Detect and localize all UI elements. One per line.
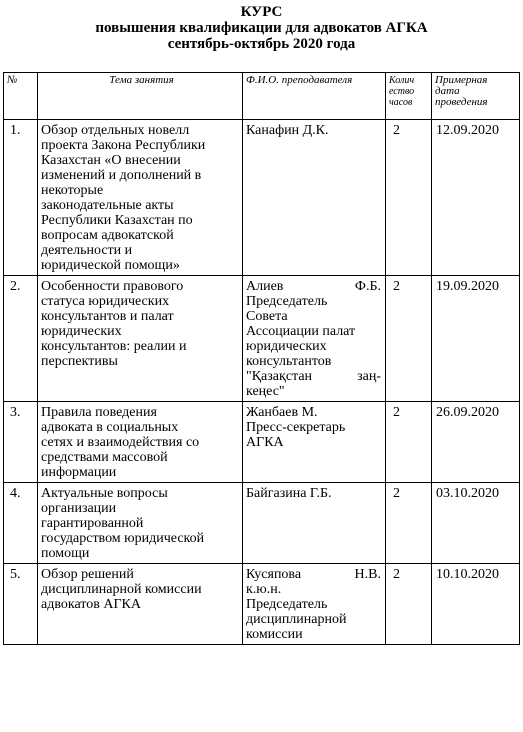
row-teacher: Кусяпова Н.В. к.ю.н. Председатель дисциплинарной комиссии <box>243 564 386 645</box>
row-teacher: Канафин Д.К. <box>243 120 386 276</box>
row-date: 12.09.2020 <box>432 120 520 276</box>
column-header-number: № <box>4 73 38 120</box>
teacher-name-line: Кусяпова Н.В. <box>246 567 381 582</box>
row-number: 4. <box>4 483 38 564</box>
course-schedule-table <box>3 72 520 645</box>
row-number: 5. <box>4 564 38 645</box>
row-teacher: Алиев Ф.Б. Председатель Совета Ассоциации палат юридических консультантов "Қазақстан заң- кеңес" <box>243 276 386 402</box>
column-header-hours: Колич ество часов <box>386 73 432 120</box>
title-line-course: КУРС <box>240 4 283 20</box>
column-header-teacher: Ф.И.О. преподавателя <box>243 73 386 120</box>
row-date: 03.10.2020 <box>432 483 520 564</box>
table-row <box>4 402 520 483</box>
table-row <box>4 120 520 276</box>
table-row <box>4 276 520 402</box>
column-header-topic: Тема занятия <box>38 73 243 120</box>
table-row <box>4 564 520 645</box>
row-date: 19.09.2020 <box>432 276 520 402</box>
row-topic: Обзор решений дисциплинарной комиссии адвокатов АГКА <box>38 564 243 645</box>
row-topic: Обзор отдельных новелл проекта Закона Республики Казахстан «О внесении изменений и дополнений в некоторые законодательные акты Республики Казахстан по вопросам адвокатской деятельности и юридической помощи» <box>38 120 243 276</box>
teacher-name-line: Алиев Ф.Б. <box>246 279 381 294</box>
row-number: 2. <box>4 276 38 402</box>
row-hours: 2 <box>386 402 432 483</box>
row-hours: 2 <box>386 120 432 276</box>
document-title <box>0 0 523 52</box>
title-line-period: сентябрь-октябрь 2020 года <box>167 36 356 52</box>
table-row <box>4 483 520 564</box>
row-teacher: Жанбаев М. Пресс-секретарь АГКА <box>243 402 386 483</box>
title-line-subject: повышения квалификации для адвокатов АГКА <box>95 20 428 36</box>
row-hours: 2 <box>386 276 432 402</box>
row-number: 1. <box>4 120 38 276</box>
row-date: 10.10.2020 <box>432 564 520 645</box>
row-hours: 2 <box>386 483 432 564</box>
row-topic: Правила поведения адвоката в социальных сетях и взаимодействия со средствами массовой информации <box>38 402 243 483</box>
row-number: 3. <box>4 402 38 483</box>
column-header-date: Примерная дата проведения <box>432 73 520 120</box>
row-topic: Актуальные вопросы организации гарантированной государством юридической помощи <box>38 483 243 564</box>
row-date: 26.09.2020 <box>432 402 520 483</box>
row-teacher: Байгазина Г.Б. <box>243 483 386 564</box>
row-hours: 2 <box>386 564 432 645</box>
table-header-row <box>4 73 520 120</box>
row-topic: Особенности правового статуса юридических консультантов и палат юридических консультантов: реалии и перспективы <box>38 276 243 402</box>
